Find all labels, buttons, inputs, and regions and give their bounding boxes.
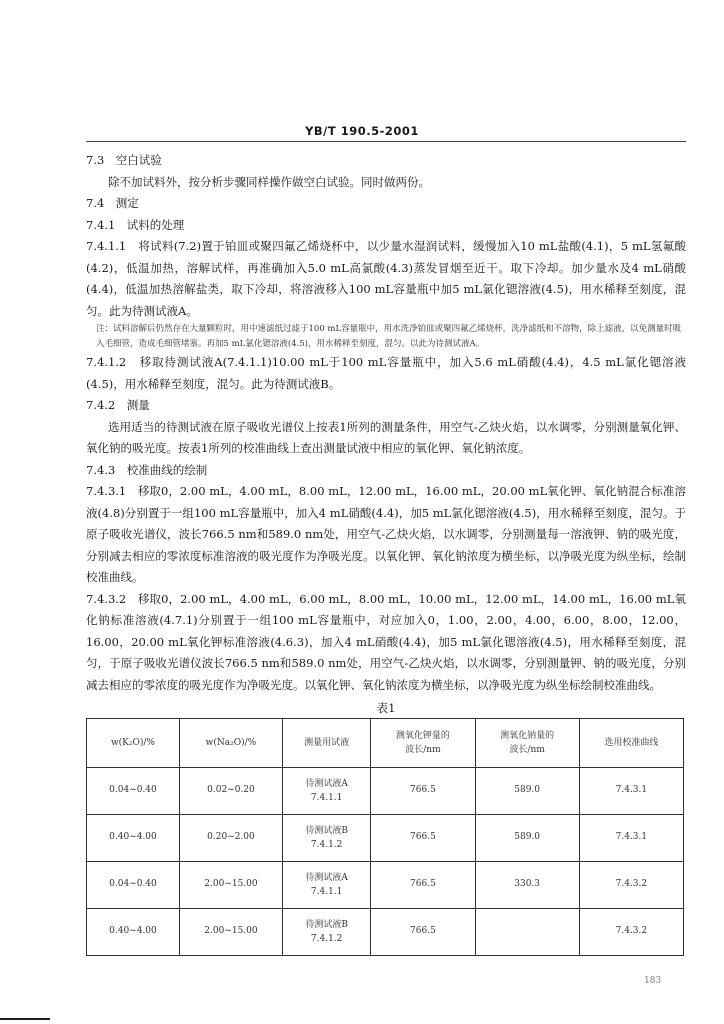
section-7-3-heading: 7.3 空白试验 [86,153,162,167]
table-cell: 7.4.3.2 [579,909,683,956]
table-row [87,768,684,815]
header-k2o: w(K₂O)/% [87,719,180,768]
table-cell: 766.5 [371,815,475,862]
section-7-4-heading: 7.4 测定 [86,196,139,210]
table-cell: 7.4.3.1 [579,768,683,815]
document-body [86,150,686,956]
section-7-4-1-1-text: 7.4.1.1 将试料(7.2)置于铂皿或聚四氟乙烯烧杯中，以少量水湿润试料，缓慢加入10 mL盐酸(4.1)，5 mL氢氟酸(4.2)，低温加热，溶解试样，再准确加入5.0 mL高氯酸(4.3)蒸发冒烟至近干。取下冷却。加少量水及4 mL硝酸(4.4)，低温加热溶解盐类，取下冷却，将溶液移入100 mL容量瓶中加5 mL氯化锶溶液(4.5)，用水稀释至刻度，混匀。此为待测试液A。 [86,239,686,318]
conditions-table [86,718,684,956]
table-cell: 2.00~15.00 [179,862,282,909]
document-header: YB/T 190.5-2001 [305,124,419,138]
table-row [87,815,684,862]
table-header-row [87,719,684,768]
table-cell: 待测试液A 7.4.1.1 [282,768,370,815]
table-cell: 7.4.3.1 [579,815,683,862]
table-cell: 766.5 [371,768,475,815]
page-number: 183 [644,976,662,986]
table-cell: 待测试液B 7.4.1.2 [282,909,370,956]
table-cell: 0.20~2.00 [179,815,282,862]
section-7-4-2-text: 选用适当的待测试液在原子吸收光谱仪上按表1所列的测量条件，用空气-乙炔火焰，以水调零，分别测量氧化钾、氧化钠的吸光度。按表1所列的校准曲线上查出测量试液中相应的氧化钾、氧化钠浓度。 [86,419,686,455]
section-7-4-1-2-text: 7.4.1.2 移取待测试液A(7.4.1.1)10.00 mL于100 mL容量瓶中，加入5.6 mL硝酸(4.4)，4.5 mL氯化锶溶液(4.5)，用水稀释至刻度，混匀。此为待测试液B。 [86,355,686,391]
section-7-4-1-heading: 7.4.1 试料的处理 [86,217,185,232]
table-cell: 待测试液A 7.4.1.1 [282,862,370,909]
table-cell: 766.5 [371,862,475,909]
corner-mark [0,1018,50,1020]
section-7-4-1-1-note: 注：试料溶解后仍然存在大量颗粒时，用中速滤纸过滤于100 mL容量瓶中，用水洗净铂皿或聚四氟乙烯烧杯，洗净滤纸和不溶物，除上滤液，以免测量时吸入毛细管，造成毛细管堵塞。再加5 mL氯化锶溶液(4.5)，用水稀释至刻度，混匀。以此为待测试液A。 [96,324,682,349]
section-7-4-2-heading: 7.4.2 测量 [86,398,150,412]
table-cell: 2.00~15.00 [179,909,282,956]
header-calibration-curve: 选用校准曲线 [579,719,683,768]
table-cell: 766.5 [371,909,475,956]
header-na-wavelength: 测氧化钠量的 波长/nm [475,719,579,768]
table-cell: 0.04~0.40 [87,862,180,909]
table-title: 表1 [376,701,396,715]
table-cell: 589.0 [475,768,579,815]
table-cell: 0.40~4.00 [87,909,180,956]
table-cell: 7.4.3.2 [579,862,683,909]
section-7-4-3-1-text: 7.4.3.1 移取0，2.00 mL，4.00 mL，8.00 mL，12.00 mL，16.00 mL，20.00 mL氧化钾、氧化钠混合标准溶液(4.8)分别置于一组100 mL容量瓶中，加入4 mL硝酸(4.4)，加5 mL氯化锶溶液(4.5)，用水稀释至刻度，混匀。于原子吸收光谱仪，波长766.5 nm和589.0 nm处，用空气-乙炔火焰，以水调零，分别测量每一溶液钾、钠的吸光度，分别减去相应的零浓度标准溶液的吸光度作为净吸光度。以氧化钾、氧化钠浓度为横坐标，以净吸光度为纵坐标，绘制校准曲线。 [86,484,686,584]
table-cell: 0.02~0.20 [179,768,282,815]
table-cell: 330.3 [475,862,579,909]
table-cell: 589.0 [475,815,579,862]
section-7-4-3-heading: 7.4.3 校准曲线的绘制 [86,462,208,477]
table-cell: 待测试液B 7.4.1.2 [282,815,370,862]
table-cell: 0.04~0.40 [87,768,180,815]
table-row [87,862,684,909]
header-k-wavelength: 测氧化钾量的 波长/nm [371,719,475,768]
header-na2o: w(Na₂O)/% [179,719,282,768]
section-7-3-text: 除不加试料外，按分析步骤同样操作做空白试验。同时做两份。 [108,174,430,189]
table-cell: 0.40~4.00 [87,815,180,862]
section-7-4-3-2-text: 7.4.3.2 移取0，2.00 mL，4.00 mL，6.00 mL，8.00 mL，10.00 mL，12.00 mL，14.00 mL，16.00 mL氧化钠标准溶液(4.7.1)分别置于一组100 mL容量瓶中，对应加入0，1.00，2.00，4.00，6.00，8.00，12.00，16.00，20.00 mL氧化钾标准溶液(4.6.3)，加入4 mL硝酸(4.4)，加5 mL氯化锶溶液(4.5)，用水稀释至刻度，混匀，于原子吸收光谱仪波长766.5 nm和589.0 nm处，用空气-乙炔火焰，以水调零，分别测量钾、钠的吸光度，分别减去相应的零浓度的吸光度作为净吸光度。以氧化钾、氧化钠浓度为横坐标，以净吸光度为纵坐标绘制校准曲线。 [86,591,686,692]
table-row [87,909,684,956]
table-cell [475,909,579,956]
header-rule [86,141,686,142]
header-test-solution: 测量用试液 [282,719,370,768]
